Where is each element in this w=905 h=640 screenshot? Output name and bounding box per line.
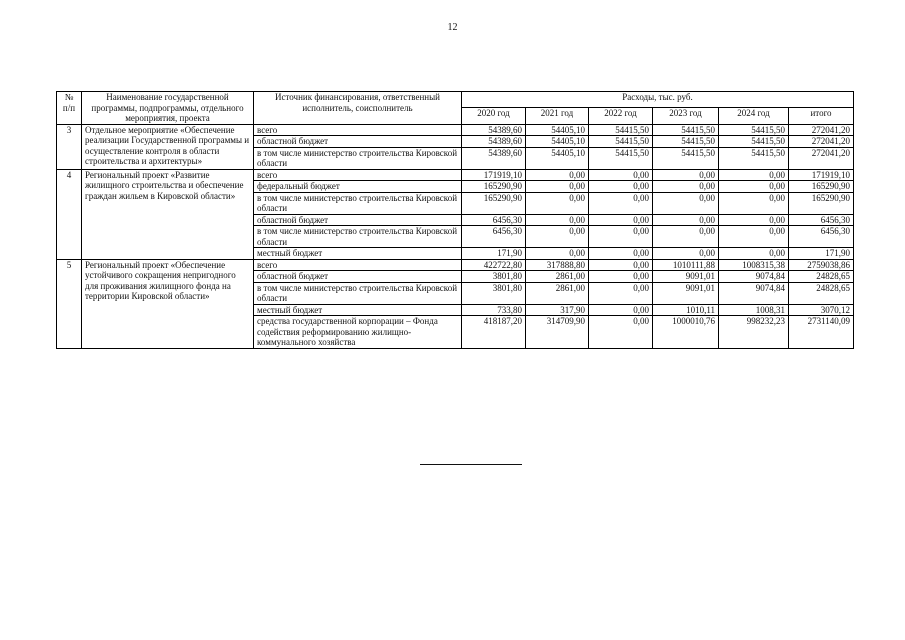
year-value: 0,00 <box>589 316 653 349</box>
year-value: 0,00 <box>589 248 653 260</box>
header-expenses: Расходы, тыс. руб. <box>462 92 854 108</box>
year-value: 54415,50 <box>719 124 789 136</box>
year-value: 0,00 <box>719 214 789 226</box>
table-row <box>57 259 854 271</box>
header-name: Наименование государственной программы, подпрограммы, отдельного мероприятия, проекта <box>82 92 254 125</box>
year-value: 0,00 <box>653 169 719 181</box>
total-value: 272041,20 <box>789 136 854 148</box>
year-value: 2861,00 <box>526 271 589 283</box>
funding-source: всего <box>254 124 462 136</box>
year-value: 0,00 <box>719 181 789 193</box>
year-value: 0,00 <box>653 181 719 193</box>
program-name: Региональный проект «Обеспечение устойчивого сокращения непригодного для проживания жилищного фонда на территории Кировской области» <box>82 259 254 348</box>
total-value: 3070,12 <box>789 304 854 316</box>
year-value: 0,00 <box>589 214 653 226</box>
row-index: 3 <box>57 124 82 169</box>
year-value: 171919,10 <box>462 169 526 181</box>
year-value: 0,00 <box>526 226 589 248</box>
year-value: 1010111,88 <box>653 259 719 271</box>
header-year-2023: 2023 год <box>653 108 719 124</box>
year-value: 9074,84 <box>719 271 789 283</box>
year-value: 0,00 <box>589 192 653 214</box>
year-value: 54415,50 <box>589 147 653 169</box>
year-value: 0,00 <box>526 214 589 226</box>
year-value: 3801,80 <box>462 271 526 283</box>
table-header <box>57 92 854 125</box>
year-value: 418187,20 <box>462 316 526 349</box>
header-year-2020: 2020 год <box>462 108 526 124</box>
year-value: 9091,01 <box>653 271 719 283</box>
year-value: 1008,31 <box>719 304 789 316</box>
header-year-2021: 2021 год <box>526 108 589 124</box>
total-value: 165290,90 <box>789 181 854 193</box>
funding-source: областной бюджет <box>254 214 462 226</box>
table-row <box>57 169 854 181</box>
table-body <box>57 124 854 348</box>
funding-source: всего <box>254 169 462 181</box>
funding-source: местный бюджет <box>254 248 462 260</box>
year-value: 6456,30 <box>462 214 526 226</box>
funding-source: федеральный бюджет <box>254 181 462 193</box>
total-value: 24828,65 <box>789 271 854 283</box>
year-value: 733,80 <box>462 304 526 316</box>
year-value: 998232,23 <box>719 316 789 349</box>
year-value: 54415,50 <box>653 136 719 148</box>
year-value: 54405,10 <box>526 136 589 148</box>
year-value: 54389,60 <box>462 124 526 136</box>
year-value: 0,00 <box>719 192 789 214</box>
year-value: 9074,84 <box>719 282 789 304</box>
year-value: 1008315,38 <box>719 259 789 271</box>
year-value: 2861,00 <box>526 282 589 304</box>
year-value: 54389,60 <box>462 136 526 148</box>
year-value: 0,00 <box>719 169 789 181</box>
year-value: 54415,50 <box>719 147 789 169</box>
year-value: 0,00 <box>589 282 653 304</box>
year-value: 165290,90 <box>462 192 526 214</box>
year-value: 165290,90 <box>462 181 526 193</box>
total-value: 165290,90 <box>789 192 854 214</box>
year-value: 0,00 <box>589 181 653 193</box>
row-index: 5 <box>57 259 82 348</box>
total-value: 2731140,09 <box>789 316 854 349</box>
total-value: 6456,30 <box>789 226 854 248</box>
total-value: 171919,10 <box>789 169 854 181</box>
year-value: 0,00 <box>526 192 589 214</box>
total-value: 272041,20 <box>789 147 854 169</box>
year-value: 1000010,76 <box>653 316 719 349</box>
year-value: 54415,50 <box>653 124 719 136</box>
header-source: Источник финансирования, ответственный исполнитель, соисполнитель <box>254 92 462 125</box>
year-value: 0,00 <box>653 192 719 214</box>
year-value: 0,00 <box>719 248 789 260</box>
year-value: 0,00 <box>653 226 719 248</box>
year-value: 9091,01 <box>653 282 719 304</box>
total-value: 272041,20 <box>789 124 854 136</box>
total-value: 2759038,86 <box>789 259 854 271</box>
year-value: 0,00 <box>653 214 719 226</box>
year-value: 317,90 <box>526 304 589 316</box>
funding-source: областной бюджет <box>254 136 462 148</box>
year-value: 171,90 <box>462 248 526 260</box>
row-index: 4 <box>57 169 82 259</box>
funding-source: в том числе министерство строительства Кировской области <box>254 192 462 214</box>
year-value: 0,00 <box>526 248 589 260</box>
year-value: 314709,90 <box>526 316 589 349</box>
funding-source: в том числе министерство строительства Кировской области <box>254 147 462 169</box>
year-value: 3801,80 <box>462 282 526 304</box>
year-value: 54405,10 <box>526 124 589 136</box>
year-value: 54415,50 <box>719 136 789 148</box>
funding-source: всего <box>254 259 462 271</box>
year-value: 54389,60 <box>462 147 526 169</box>
year-value: 6456,30 <box>462 226 526 248</box>
program-name: Отдельное мероприятие «Обеспечение реализации Государственной программы и осуществление контроля в области строительства и архитектуры» <box>82 124 254 169</box>
funding-source: областной бюджет <box>254 271 462 283</box>
year-value: 0,00 <box>653 248 719 260</box>
year-value: 0,00 <box>589 271 653 283</box>
page-number: 12 <box>447 22 458 33</box>
funding-source: в том числе министерство строительства Кировской области <box>254 226 462 248</box>
header-index: № п/п <box>57 92 82 125</box>
total-value: 171,90 <box>789 248 854 260</box>
year-value: 422722,80 <box>462 259 526 271</box>
header-year-2024: 2024 год <box>719 108 789 124</box>
year-value: 0,00 <box>719 226 789 248</box>
funding-source: в том числе министерство строительства Кировской области <box>254 282 462 304</box>
year-value: 0,00 <box>589 169 653 181</box>
year-value: 0,00 <box>589 304 653 316</box>
header-year-2022: 2022 год <box>589 108 653 124</box>
funding-source: местный бюджет <box>254 304 462 316</box>
year-value: 0,00 <box>589 259 653 271</box>
table-row <box>57 124 854 136</box>
year-value: 54415,50 <box>653 147 719 169</box>
year-value: 0,00 <box>526 169 589 181</box>
year-value: 1010,11 <box>653 304 719 316</box>
closing-rule <box>420 464 522 465</box>
year-value: 54415,50 <box>589 124 653 136</box>
total-value: 24828,65 <box>789 282 854 304</box>
year-value: 0,00 <box>526 181 589 193</box>
year-value: 317888,80 <box>526 259 589 271</box>
year-value: 54405,10 <box>526 147 589 169</box>
year-value: 0,00 <box>589 226 653 248</box>
funding-source: средства государственной корпорации – Фонда содействия реформированию жилищно-коммунального хозяйства <box>254 316 462 349</box>
budget-table <box>56 91 854 349</box>
year-value: 54415,50 <box>589 136 653 148</box>
program-name: Региональный проект «Развитие жилищного строительства и обеспечение граждан жильем в Кировской области» <box>82 169 254 259</box>
total-value: 6456,30 <box>789 214 854 226</box>
header-total: итого <box>789 108 854 124</box>
